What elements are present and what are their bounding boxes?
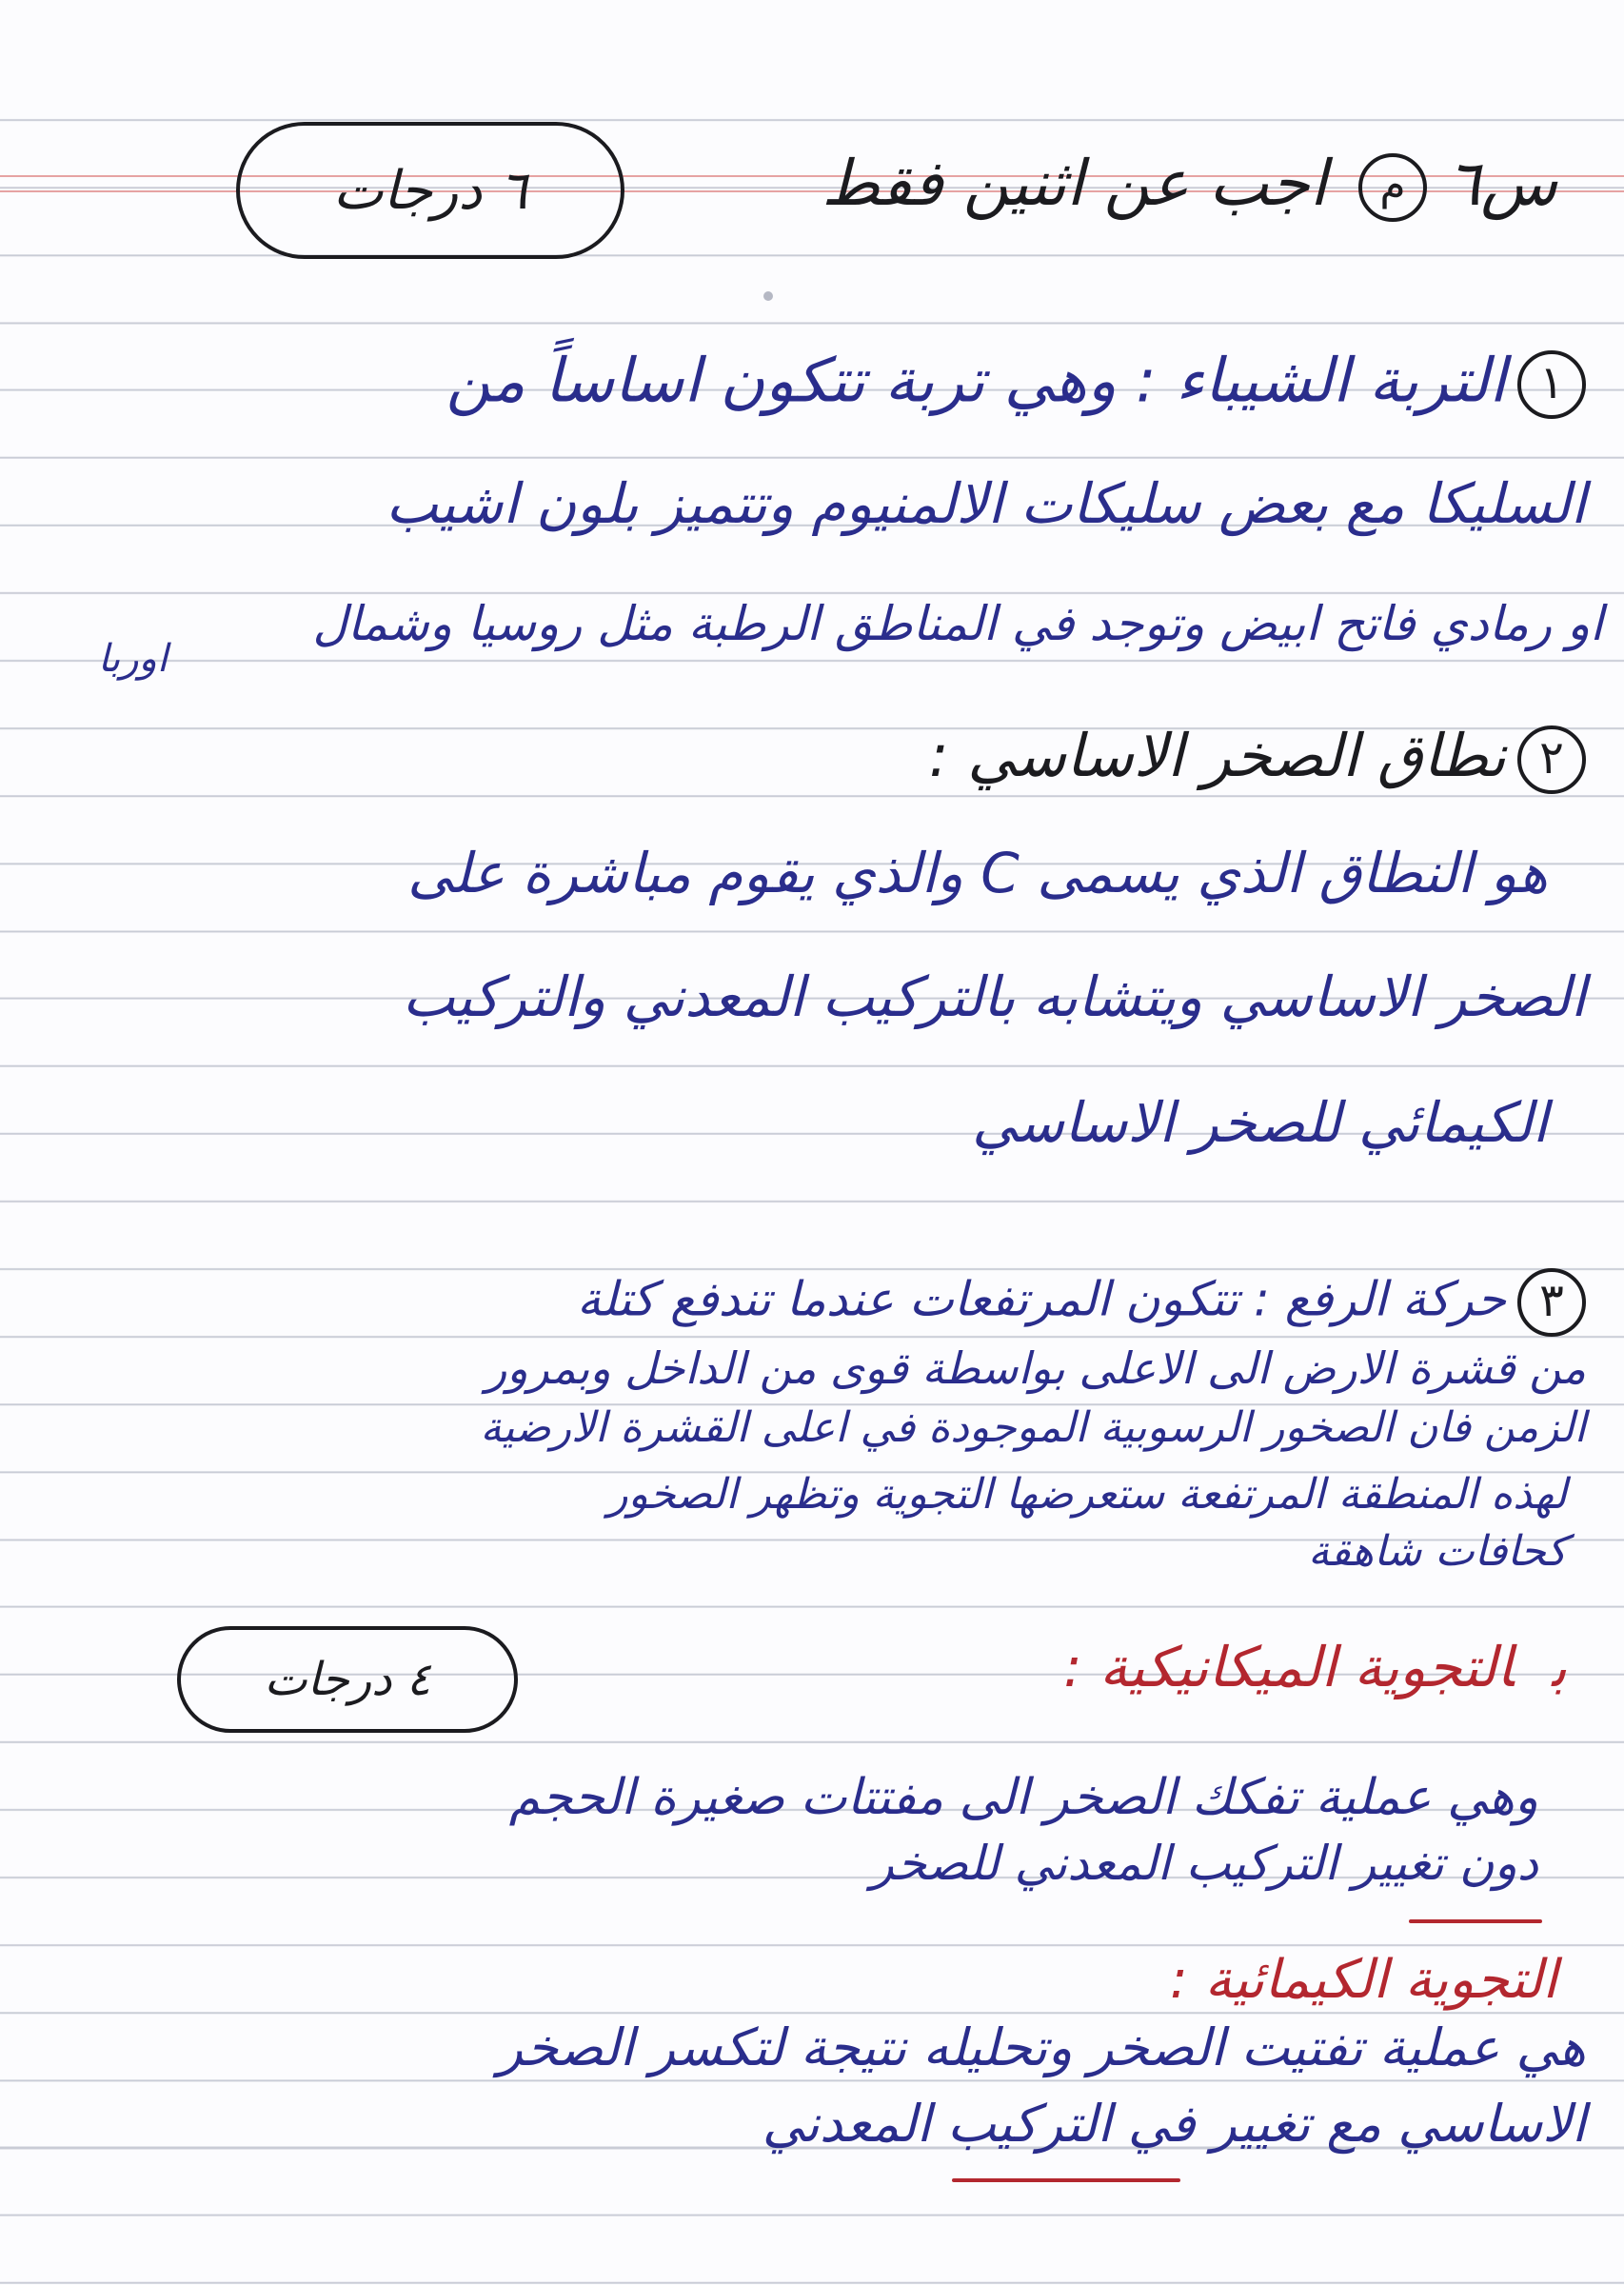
part-b-marks-text: ٤ درجات [264,1653,431,1706]
item-3-line-5: كحافات شاهقة [1308,1527,1567,1576]
item-2-line-2: الصخر الاساسي ويتشابه بالتركيب المعدني والتركيب [402,964,1586,1029]
red-underline [952,2178,1180,2182]
question-header [822,147,1557,222]
item-number-circle: ٣ [1517,1268,1586,1337]
part-b-title: بالتجوية الميكانيكية : [1063,1635,1567,1699]
item-1-line-4: اوربا [97,637,168,681]
red-underline [1409,1919,1542,1923]
marks-text: ٦ درجات [332,159,528,222]
item-1-line-2: السليكا مع بعض سليكات الالمنيوم وتتميز بلون اشيب [386,471,1586,536]
chemical-title: التجوية الكيمائية : [1169,1949,1557,2011]
item-1-line-1: ١التربة الشيباء : وهي تربة تتكون اساساً من [446,350,1586,419]
branch-circle: م [1358,153,1427,222]
item-3-line-1: ٣حركة الرفع : تتكون المرتفعات عندما تندفع كتلة [577,1268,1586,1337]
item-3-line-3: الزمن فان الصخور الرسوبية الموجودة في اعلى القشرة الارضية [480,1403,1586,1452]
item-number-circle: ١ [1517,350,1586,419]
mechanical-line-1: وهي عملية تفكك الصخر الى مفتتات صغيرة الحجم [508,1769,1538,1826]
item-1-line-3: او رمادي فاتح ابيض وتوجد في المناطق الرطبة مثل روسيا وشمال [312,596,1603,651]
item-2-title: ٢نطاق الصخر الاساسي : [929,725,1586,794]
chemical-line-2: الاساسي مع تغيير في التركيب المعدني [762,2094,1586,2154]
item-3-line-4: لهذه المنطقة المرتفعة ستعرضها التجوية وتظهر الصخور [607,1470,1567,1519]
item-number-circle: ٢ [1517,725,1586,794]
item-3-line-2: من قشرة الارض الى الاعلى بواسطة قوى من الداخل وبمرور [485,1342,1586,1394]
item-2-line-1: هو النطاق الذي يسمى C والذي يقوم مباشرة على [407,841,1548,905]
instruction-text: اجب عن اثنين فقط [822,147,1327,220]
part-b-marks-bubble [177,1626,518,1733]
chemical-line-1: هي عملية تفتيت الصخر وتحليله نتيجة لتكسر الصخر [498,2017,1586,2077]
part-b-letter: ب [1551,1635,1567,1699]
paper-dot [763,291,773,301]
mechanical-line-2: دون تغيير التركيب المعدني للصخر [870,1836,1538,1891]
question-number: س٦ [1446,147,1557,220]
item-2-line-3: الكيمائي للصخر الاساسي [972,1090,1548,1155]
marks-bubble [236,122,624,259]
